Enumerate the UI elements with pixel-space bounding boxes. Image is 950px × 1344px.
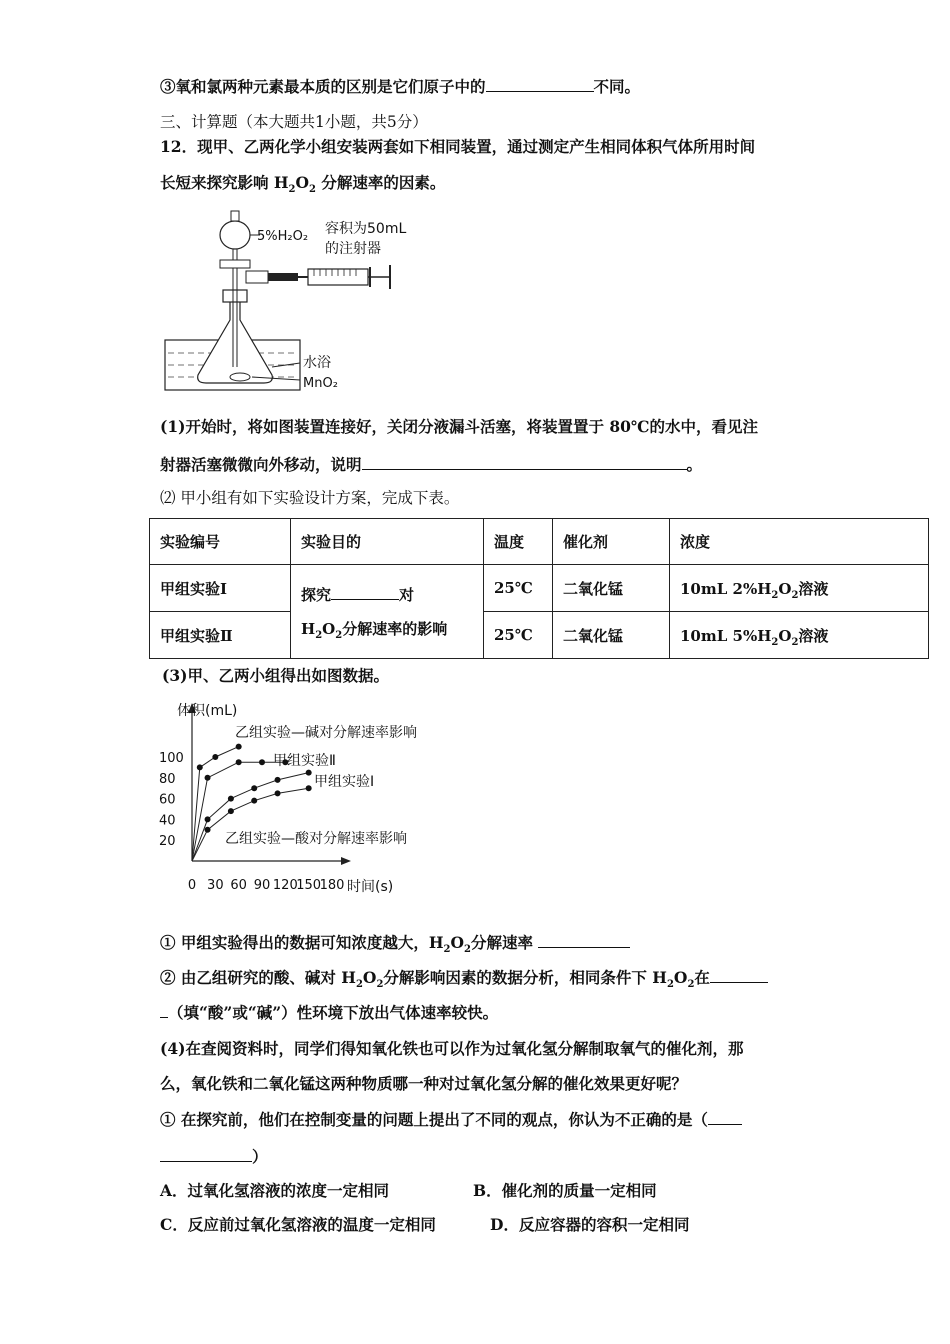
data-point	[275, 790, 281, 796]
data-point	[197, 764, 203, 770]
legend-acid-series: 乙组实验—酸对分解速率影响	[225, 831, 407, 847]
data-point	[251, 798, 257, 804]
catalyst-cell: 二氧化锰	[553, 565, 670, 612]
y-tick-label: 40	[159, 813, 176, 829]
answer-blank[interactable]	[710, 968, 768, 983]
part-1-line: (1)开始时，将如图装置连接好，关闭分液漏斗活塞，将装置置于 80℃的水中，看见注	[160, 417, 758, 436]
conc-cell: 10mL $2\%H_2O_2$溶液	[670, 565, 929, 612]
mno2-catalyst	[230, 373, 250, 381]
volume-time-chart	[155, 693, 475, 903]
header-cell: 浓度	[670, 519, 929, 565]
question-12-stem-2: 长短来探究影响 $H_2O_2$ 分解速率的因素。	[160, 173, 446, 196]
header-cell: 实验编号	[150, 519, 291, 565]
temp-cell: 25℃	[484, 565, 553, 612]
label-h2o2: 5%H₂O₂	[257, 229, 309, 244]
header-cell: 催化剂	[553, 519, 670, 565]
y-axis-label: 体积(mL)	[177, 703, 238, 719]
data-point	[205, 827, 211, 833]
label-water-bath: 水浴	[303, 355, 331, 371]
x-tick-label: 60	[230, 878, 247, 893]
funnel-stopper	[231, 211, 239, 221]
legend-base-series: 乙组实验—碱对分解速率影响	[235, 725, 417, 741]
table-header-row	[150, 519, 929, 565]
answer-blank[interactable]	[538, 933, 630, 948]
series-line-3	[192, 788, 309, 861]
connector-tube	[268, 273, 298, 281]
data-point	[212, 754, 218, 760]
part-1-line-2: 射器活塞微微向外移动，说明 。	[160, 455, 703, 474]
y-tick-label: 20	[159, 834, 176, 850]
data-point	[306, 785, 312, 791]
data-point	[228, 796, 234, 802]
part-2-line: ⑵ 甲小组有如下实验设计方案，完成下表。	[160, 489, 460, 507]
data-point	[259, 759, 265, 765]
section-heading: 三、计算题（本大题共1小题，共5分）	[160, 113, 428, 131]
label-mno2: MnO₂	[303, 376, 338, 391]
option-c[interactable]: C．反应前过氧化氢溶液的温度一定相同	[160, 1215, 436, 1234]
separatory-funnel	[220, 221, 250, 249]
header-cell: 温度	[484, 519, 553, 565]
label-syringe-2: 的注射器	[325, 241, 381, 257]
catalyst-cell: 二氧化锰	[553, 612, 670, 659]
option-b[interactable]: B．催化剂的质量一定相同	[473, 1181, 657, 1200]
data-point	[236, 744, 242, 750]
series-line-2	[192, 773, 309, 861]
q3-2-line: ② 由乙组研究的酸、碱对 $H_2O_2$分解影响因素的数据分析，相同条件下 $H_2O_2$在	[160, 968, 768, 988]
option-d[interactable]: D．反应容器的容积一定相同	[490, 1215, 690, 1234]
rubber-stopper	[223, 290, 247, 302]
x-tick-label: 180	[319, 878, 345, 893]
x-tick-label: 30	[207, 878, 224, 893]
conical-flask	[198, 300, 273, 383]
answer-blank[interactable]	[362, 455, 687, 470]
data-point	[236, 759, 242, 765]
y-tick-label: 60	[159, 792, 176, 808]
legend-jia-2: 甲组实验Ⅱ	[273, 753, 336, 769]
x-tick-label: 0	[187, 878, 197, 893]
exp-id-cell: 甲组实验Ⅱ	[150, 612, 291, 659]
header-cell: 实验目的	[291, 519, 484, 565]
label-syringe-1: 容积为50mL	[325, 221, 407, 237]
q3-1-line: ① 甲组实验得出的数据可知浓度越大，$H_2O_2$分解速率	[160, 933, 630, 953]
data-point	[306, 770, 312, 776]
data-point	[275, 777, 281, 783]
purpose-cell: 探究 对 $H_2O_2$分解速率的影响	[291, 565, 484, 659]
table-row	[150, 565, 929, 612]
data-point	[228, 808, 234, 814]
data-point	[251, 785, 257, 791]
x-axis-label: 时间(s)	[347, 879, 394, 895]
answer-blank[interactable]	[331, 585, 399, 600]
option-a[interactable]: A．过氧化氢溶液的浓度一定相同	[160, 1181, 390, 1200]
x-tick-label: 150	[296, 878, 322, 893]
answer-blank[interactable]	[486, 77, 594, 92]
temp-cell: 25℃	[484, 612, 553, 659]
answer-blank[interactable]	[160, 1003, 168, 1018]
data-point	[205, 775, 211, 781]
y-tick-label: 80	[159, 771, 176, 787]
apparatus-diagram	[160, 205, 430, 395]
y-tick-label: 100	[159, 751, 184, 766]
part-4-line: (4)在查阅资料时，同学们得知氧化铁也可以作为过氧化氢分解制取氧气的催化剂，那	[160, 1039, 744, 1058]
q4-1-line-2: ）	[160, 1147, 268, 1167]
experiment-table	[149, 518, 929, 659]
part-4-line-2: 么，氧化铁和二氧化锰这两种物质哪一种对过氧化氢分解的催化效果更好呢？	[160, 1074, 688, 1093]
data-point	[205, 816, 211, 822]
x-tick-label: 120	[272, 878, 298, 893]
table-row	[150, 612, 929, 659]
answer-blank[interactable]	[708, 1110, 742, 1125]
part-3-line: (3)甲、乙两小组得出如图数据。	[162, 666, 389, 685]
conc-cell: 10mL $5\%H_2O_2$溶液	[670, 612, 929, 659]
x-tick-label: 90	[253, 878, 271, 893]
answer-blank[interactable]	[160, 1147, 252, 1162]
exp-id-cell: 甲组实验Ⅰ	[150, 565, 291, 612]
x-axis-arrow	[341, 857, 351, 865]
stopcock	[220, 260, 250, 268]
q4-1-line: ① 在探究前，他们在控制变量的问题上提出了不同的观点，你认为不正确的是（	[160, 1110, 742, 1130]
question-12-stem: 12．现甲、乙两化学小组安装两套如下相同装置，通过测定产生相同体积气体所用时间	[160, 137, 756, 156]
legend-jia-1: 甲组实验Ⅰ	[314, 774, 375, 790]
q3-2-line-2: （填“酸”或“碱”）性环境下放出气体速率较快。	[160, 1003, 498, 1023]
question-3-line: ③氧和氯两种元素最本质的区别是它们原子中的 不同。	[160, 77, 641, 96]
